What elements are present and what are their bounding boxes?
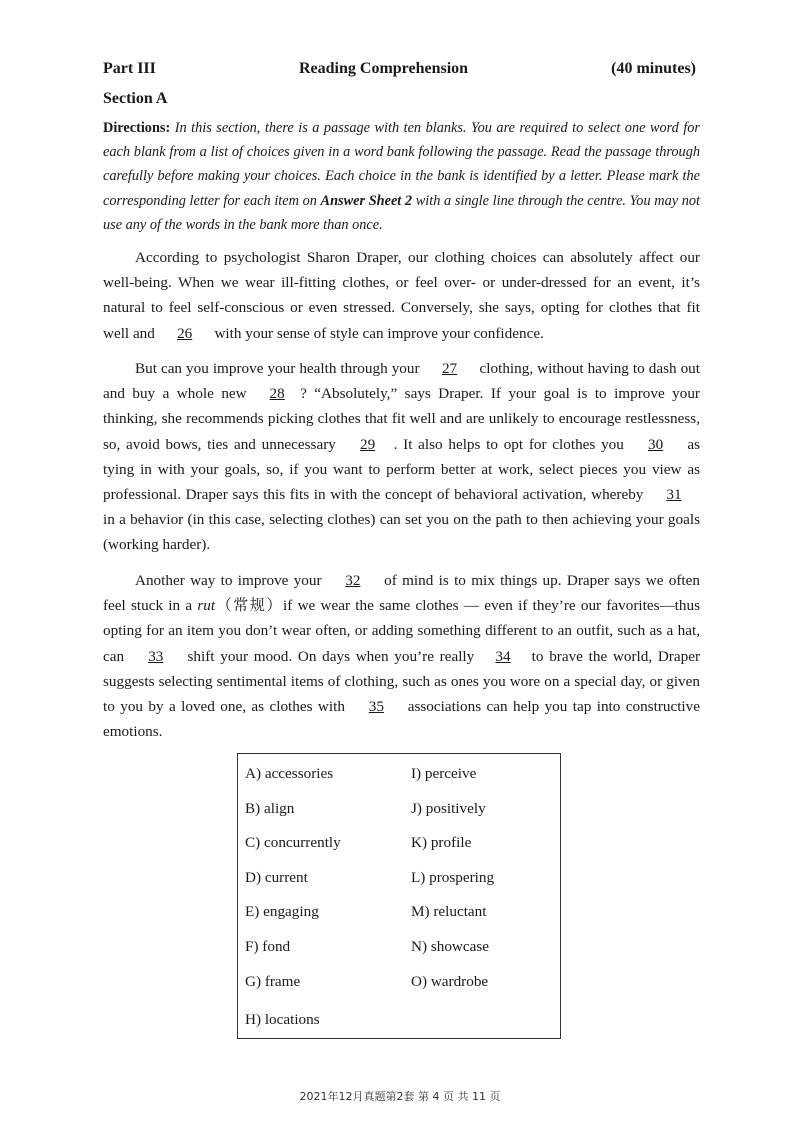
text-run: According to psychologist Sharon Draper, our clothing choices can absolutely affect our well-being. When we wear ill-fitting clothes, or feel over- or under-dressed for an event, it’s natural to feel self-conscious or even stressed. Conversely, she says, opting for clothes that fit well and (103, 249, 700, 342)
word-option: B) align (245, 799, 295, 817)
directions-text-2: with a single line through the centre. You may not use any of the words in the bank more than once. (103, 192, 700, 233)
directions-text-1: In this section, there is a passage with ten blanks. You are required to select one word for each blank from a list of choices given in a word bank following the passage. Read the passage through carefully before making your choices. Each choice in the bank is identified by a letter. Please mark the corresponding letter for each item on (103, 120, 700, 209)
passage-paragraph-1 (103, 245, 700, 346)
blank-29: 29 (360, 435, 376, 453)
word-option: C) concurrently (245, 834, 341, 852)
text-run: of mind is to mix things up. Draper says we often feel stuck in a (103, 572, 700, 615)
word-option: F) fond (245, 937, 291, 955)
blank-26: 26 (177, 324, 193, 342)
answer-sheet-label: Answer Sheet 2 (320, 192, 413, 209)
blank-32: 32 (345, 572, 361, 589)
blank-30: 30 (648, 435, 664, 453)
text-run: But can you improve your health through your (135, 360, 424, 377)
text-run: with your sense of style can improve your confidence. (210, 324, 544, 342)
blank-35: 35 (368, 698, 384, 716)
text-run: shift your mood. On days when you’re really (181, 647, 480, 665)
word-option: K) profile (411, 834, 472, 852)
text-run: as tying in with your goals, so, if you want to perform better at work, select pieces you view as professional. Draper says this fits in with the concept of behavioral activation, whereby (103, 435, 700, 504)
text-run: Another way to improve your (135, 572, 327, 589)
text-run: clothing, without having to dash out and buy a whole new (103, 360, 700, 403)
word-bank-right-column (411, 762, 494, 1004)
word-option: N) showcase (411, 937, 490, 955)
text-run: associations can help you tap into constructive emotions. (103, 698, 700, 741)
word-option: M) reluctant (411, 903, 487, 921)
section-label: Section A (103, 90, 168, 107)
blank-27: 27 (441, 360, 458, 377)
word-option: O) wardrobe (411, 972, 489, 990)
passage-paragraph-2 (103, 356, 700, 558)
blank-34: 34 (495, 647, 511, 665)
word-option: L) prospering (411, 868, 495, 886)
text-run: . It also helps to opt for clothes you (393, 435, 630, 453)
word-option: J) positively (411, 799, 486, 817)
time-limit: (40 minutes) (611, 60, 696, 77)
directions (103, 116, 700, 237)
rut-term: rut (197, 597, 216, 615)
text-run: to brave the world, Draper suggests selecting sentimental items of clothing, such as ones you wore on a special day, or given to you by a loved one, as clothes with (103, 647, 700, 716)
text-run: in a behavior (in this case, selecting clothes) can set you on the path to then achieving your goals (working harder). (103, 511, 700, 554)
page-footer: 2021年12月真题第2套 第 4 页 共 11 页 (299, 1090, 501, 1103)
word-bank-left-column (245, 762, 341, 1043)
word-option: G) frame (245, 972, 301, 990)
word-option: A) accessories (245, 765, 334, 782)
word-option: H) locations (245, 1011, 320, 1029)
section-title: Reading Comprehension (299, 60, 469, 77)
text-run: ? “Absolutely,” says Draper. If your goal is to improve your thinking, she recommends picking clothes that fit well and are unlikely to encourage restlessness, so, avoid bows, ties and unnecessary (103, 385, 700, 453)
directions-label: Directions: (103, 120, 171, 136)
part-label: Part III (103, 60, 156, 77)
word-option: I) perceive (411, 765, 477, 782)
word-bank (237, 753, 561, 1039)
word-option: D) current (245, 868, 308, 886)
blank-28: 28 (269, 385, 285, 403)
blank-31: 31 (666, 486, 682, 504)
word-option: E) engaging (245, 903, 319, 921)
text-run: （常规）if we wear the same clothes — even if they’re our favorites—thus opting for an item you don’t wear often, or adding something different to an outfit, such as a hat, can (103, 597, 701, 665)
blank-33: 33 (148, 647, 164, 665)
passage-paragraph-3 (103, 568, 700, 744)
